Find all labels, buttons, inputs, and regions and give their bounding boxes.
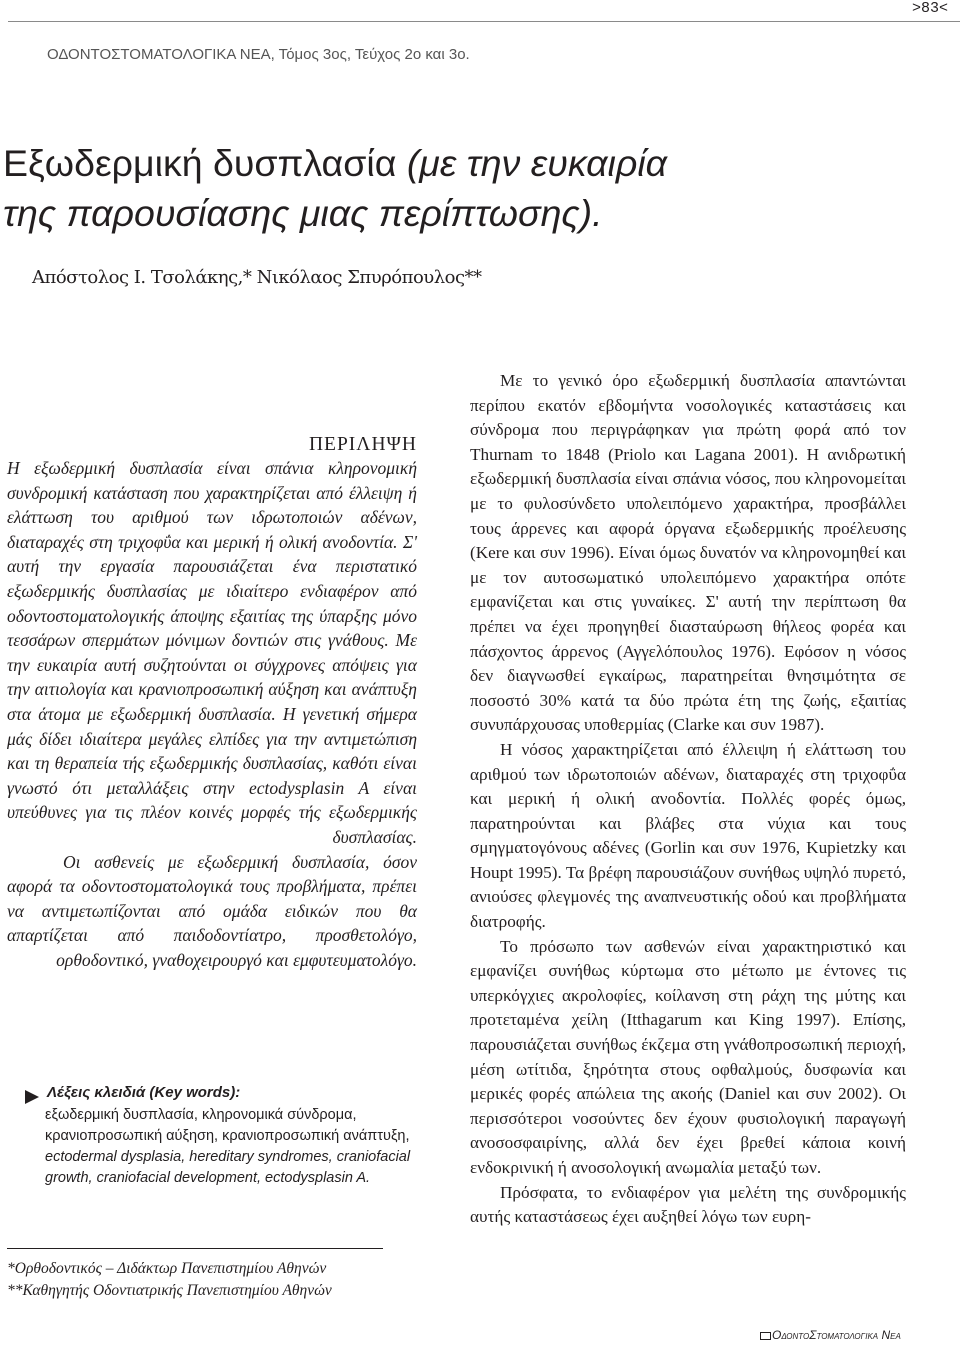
keywords-english: ectodermal dysplasia, hereditary syndromes, craniofacial growth, craniofacial development, ectodysplasin A.	[45, 1149, 411, 1186]
title-part2: (με την ευκαιρία	[406, 142, 668, 184]
abstract-paragraph-2: Οι ασθενείς με εξωδερμική δυσπλασία, όσον αφορά τα οδοντοστοματολογικά τους προβλήματα, πρέπει να αντιμετωπίζονται από ομάδα ειδικών που θα απαρτίζεται από παιδοδοντίατρο, προσθετολόγο, ορθοδοντικό, γναθοχειρουργό και εμφυτευματολόγο.	[7, 851, 417, 970]
body-paragraph-3: Το πρόσωπο των ασθενών είναι χαρακτηριστικό και εμφανίζει συνήθως κύρτωμα στο μέτωπο με έντονες τις υπερκόγχιες ακρολοφίες, κοίλανση στη ράχη της μύτης και προτεταμένα χείλη (Itthagarum και King 1997). Επίσης, παρουσιάζεται συνήθως έκζεμα στη γνάθοπροσωπική περιοχή, μέση ωτίτιδα, ξηρότητα στους οφθαλμούς, δυσφωνία και μερικές φορές απώλεια της ακοής (Daniel και συν 2002). Οι περισσότεροι νοσούντες δεν έχουν φυσιολογική παραγωγή ανοσοσφαιρίνης, αλλά δεν έχει βρεθεί κάποια κοινή ενδοκρινική ή ανοσολογική ανωμαλία μεταξύ των.	[470, 936, 906, 1177]
authors: Απόστολος Ι. Τσολάκης,* Νικόλαος Σπυρόπουλος**	[32, 267, 482, 288]
footnote-2: **Καθηγητής Οδοντιατρικής Πανεπιστημίου Αθηνών	[7, 1282, 332, 1299]
journal-header: ΟΔΟΝΤΟΣΤΟΜΑΤΟΛΟΓΙΚΑ ΝΕΑ, Τόμος 3ος, Τεύχος 2ο και 3ο.	[47, 46, 470, 63]
keywords-text	[45, 1105, 415, 1189]
header-rule	[8, 21, 960, 22]
keywords-greek: εξωδερμική δυσπλασία, κληρονομικά σύνδρομα, κρανιοπροσωπική αύξηση, κρανιοπροσωπική ανάπτυξη,	[45, 1107, 410, 1144]
article-title	[3, 138, 667, 238]
abstract-body	[7, 456, 417, 972]
page-number: >83<	[912, 0, 949, 17]
footnotes	[7, 1258, 332, 1302]
footnote-rule	[7, 1248, 383, 1249]
body-paragraph-4: Πρόσφατα, το ενδιαφέρον για μελέτη της συνδρομικής αυτής καταστάσεως έχει αυξηθεί λόγω των ευρη-	[470, 1182, 906, 1227]
body-paragraph-1: Με το γενικό όρο εξωδερμική δυσπλασία απαντώνται περίπου εκατόν εβδομήντα νοσολογικές καταστάσεις και σύνδρομα που περιγράφηκαν για πρώτη φορά από τον Thurnam το 1848 (Priolo και Lagana 2001). Η ανιδρωτική εξωδερμική δυσπλασία είναι σπάνια νόσος, που κληρονομείται με το φυλοσύνδετο υπολειπόμενο χαρακτήρα, προσβάλλει τους άρρενες και αφορά όργανα εξωδερμικής προέλευσης (Kere και συν 1996). Είναι όμως δυνατόν να κληρονομηθεί και με τον αυτοσωματικό υπολειπόμενο χαρακτήρα οπότε εμφανίζεται και στις γυναίκες. Σ' αυτή την περίπτωση θα πρέπει να έχει προηγηθεί διασταύρωση θήλεος φορέα και πάσχοντος άρρενος (Αγγελόπουλος 1976). Εφόσον η νόσος δεν διαγνωσθεί εγκαίρως, παρατηρείται θνησιμότητα σε ποσοστό 30% κατά τα δύο πρώτα έτη της ζωής, εξαιτίας συνυπάρχουσας υποθερμίας (Clarke και συν 1987).	[470, 371, 906, 735]
title-part1: Εξωδερμική δυσπλασία	[3, 142, 407, 184]
title-line2: της παρουσίασης μιας περίπτωσης).	[3, 192, 603, 234]
keywords-title: Λέξεις κλειδιά (Key words):	[47, 1084, 241, 1101]
footer-brand	[760, 1328, 901, 1342]
body-column	[470, 369, 906, 1230]
square-icon	[760, 1332, 771, 1340]
arrow-right-icon	[25, 1090, 39, 1104]
abstract-heading: ΠΕΡΙΛΗΨΗ	[308, 434, 417, 455]
abstract-paragraph-1: Η εξωδερμική δυσπλασία είναι σπάνια κληρονομική συνδρομική κατάσταση που χαρακτηρίζεται από έλλειψη ή ελάττωση του αριθμού των ιδρωτοποιών αδένων, διαταραχές στη τριχοφΰα και μερική ή ολική ανοδοντία. Σ' αυτή την εργασία παρουσιάζεται ένα περιστατικό εξωδερμικής δυσπλασίας με ιδιαίτερο ενδιαφέρον από οδοντοστοματολογικής άποψης εξαιτίας της ύπαρξης μόνο τεσσάρων σπερμάτων μόνιμων δοντιών στις γνάθους. Με την ευκαιρία αυτή συζητούνται οι σύγχρονες απόψεις για την αιτιολογία και κρανιοπροσωπική αύξηση και ανάπτυξη στα άτομα με εξωδερμική δυσπλασία. Η γενετική σήμερα μάς δίδει ιδιαίτερα μεγάλες ελπίδες για την αντιμετώπιση και τη θεραπεία τής εξωδερμικής δυσπλασίας, καθότι είναι γνωστό ότι μεταλλάξεις στην ectodysplasin A είναι υπεύθυνες για τις πλέον κοινές μορφές τής εξωδερμικής δυσπλασίας.	[7, 458, 417, 847]
body-paragraph-2: Η νόσος χαρακτηρίζεται από έλλειψη ή ελάττωση του αριθμού των ιδρωτοποιών αδένων, διαταραχές στη τριχοφΰα και μερική ή ολική ανοδοντία. Πολλές φορές όμως, παρατηρούνται και βλάβες στα νύχια και τους σμηγματογόνους αδένες (Gorlin και συν 1976, Kupietzky και Houpt 1995). Τα βρέφη παρουσιάζουν συνήθως υψηλό πυρετό, ανιούσες φλεγμονές της αναπνευστικής οδού και προβλήματα διατροφής.	[470, 739, 906, 932]
footer-brand-text: ΟδοντοΣτοματολογικα Νεα	[772, 1328, 901, 1342]
footnote-1: *Ορθοδοντικός – Διδάκτωρ Πανεπιστημίου Αθηνών	[7, 1260, 327, 1277]
